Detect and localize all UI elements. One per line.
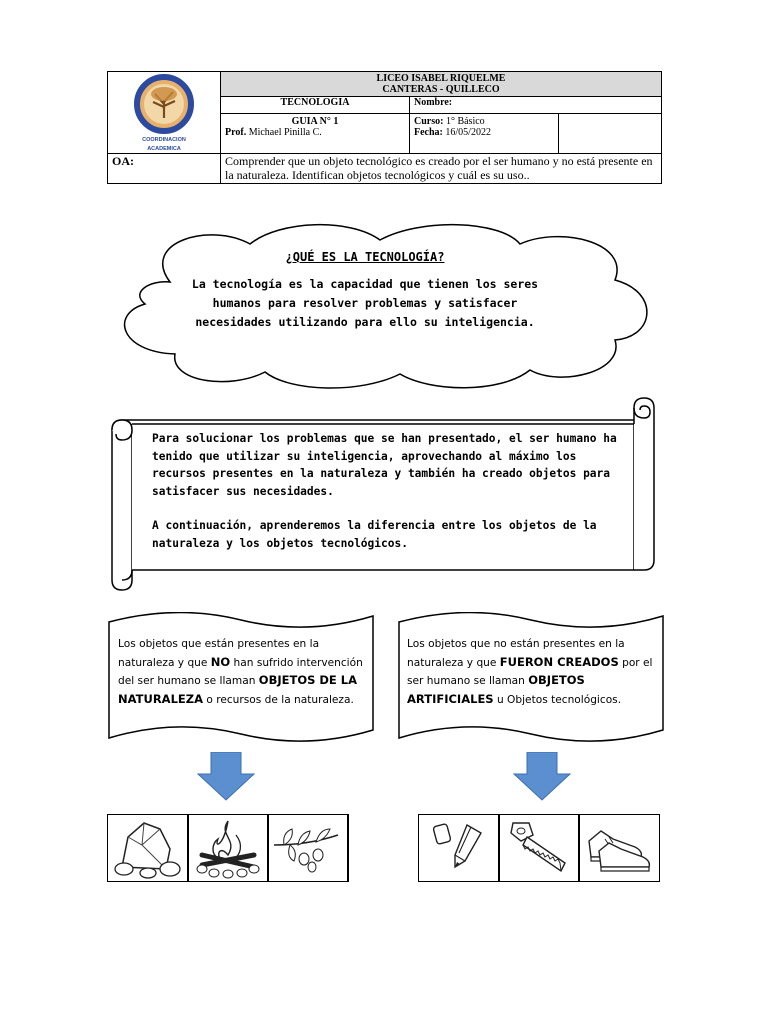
right-box-text-1: Los objetos que no están presentes en la naturaleza y que <box>407 638 625 669</box>
prof-name: Michael Pinilla C. <box>248 127 322 138</box>
pencil-sharpener-icon <box>419 815 499 881</box>
right-box-text <box>407 636 655 709</box>
olive-branch-icon <box>268 815 348 881</box>
right-box-bold-2: OBJETOS ARTIFICIALES <box>407 673 585 706</box>
name-cell <box>410 97 662 114</box>
header-table <box>107 71 662 184</box>
right-box-bold-1: FUERON CREADOS <box>499 654 619 669</box>
cloud-title: ¿QUÉ ES LA TECNOLOGÍA? <box>285 250 445 264</box>
school-name-cell <box>221 72 662 97</box>
logo-caption-2: ACADEMICA <box>147 145 181 152</box>
date-label: Fecha: <box>414 127 443 138</box>
logo-cell <box>108 72 221 154</box>
scroll-content <box>152 430 630 569</box>
left-box-text-2: han sufrido intervención del ser humano se llaman <box>118 656 363 687</box>
name-label: Nombre: <box>414 97 453 108</box>
olive-branch-image <box>267 814 349 882</box>
course-label: Curso: <box>414 116 444 127</box>
guide-cell <box>221 114 410 154</box>
prof-label: Prof. <box>225 127 247 138</box>
pencil-image <box>418 814 500 882</box>
campfire-image <box>187 814 269 882</box>
oa-text: Comprender que un objeto tecnológico es creado por el ser humano y no está presente en la naturaleza. Identifican objetos tecnológicos y cuál es su uso.. <box>221 154 662 184</box>
school-line-1: LICEO ISABEL RIQUELME <box>376 73 506 84</box>
right-down-arrow-icon <box>512 752 572 802</box>
left-box-text-3: o recursos de la naturaleza. <box>203 693 354 706</box>
course-date-cell <box>410 114 559 154</box>
left-row-border <box>347 814 348 882</box>
school-logo-icon <box>123 74 205 146</box>
scroll-paragraph-2: A continuación, aprenderemos la diferencia entre los objetos de la naturaleza y los objetos tecnológicos. <box>152 519 597 550</box>
left-down-arrow-icon <box>196 752 256 802</box>
handsaw-icon <box>499 815 579 881</box>
sneakers-image <box>578 814 660 882</box>
date-value: 16/05/2022 <box>445 127 491 138</box>
cloud-content <box>190 248 540 332</box>
campfire-icon <box>188 815 268 881</box>
rocks-image <box>107 814 189 882</box>
left-box-text <box>118 636 368 709</box>
left-box-bold-2: OBJETOS DE LA NATURALEZA <box>118 673 358 706</box>
course-value: 1° Básico <box>445 116 485 127</box>
guide-number: GUIA N° 1 <box>291 116 339 127</box>
scroll-paragraph-1: Para solucionar los problemas que se han presentado, el ser humano ha tenido que utilizar su inteligencia, aprovechando al máximo los recursos presentes en la naturaleza y también ha creado objetos para satisfacer sus necesidades. <box>152 432 617 498</box>
blank-cell <box>559 114 662 154</box>
logo-caption-1: COORDINACION <box>142 136 186 143</box>
cloud-text: La tecnología es la capacidad que tienen los seres humanos para resolver problemas y satisfacer necesidades utilizando para ello su inteligencia. <box>191 277 539 329</box>
left-box-bold-1: NO <box>210 654 231 669</box>
saw-image <box>498 814 580 882</box>
subject-cell: TECNOLOGIA <box>221 97 410 114</box>
right-box-text-3: u Objetos tecnológicos. <box>493 693 622 706</box>
oa-label: OA: <box>108 154 221 184</box>
school-line-2: CANTERAS - QUILLECO <box>382 84 500 95</box>
sneakers-icon <box>579 815 659 881</box>
left-box-text-1: Los objetos que están presentes en la naturaleza y que <box>118 638 320 669</box>
right-box-text-2: por el ser humano se llaman <box>407 656 653 687</box>
rocks-icon <box>108 815 188 881</box>
